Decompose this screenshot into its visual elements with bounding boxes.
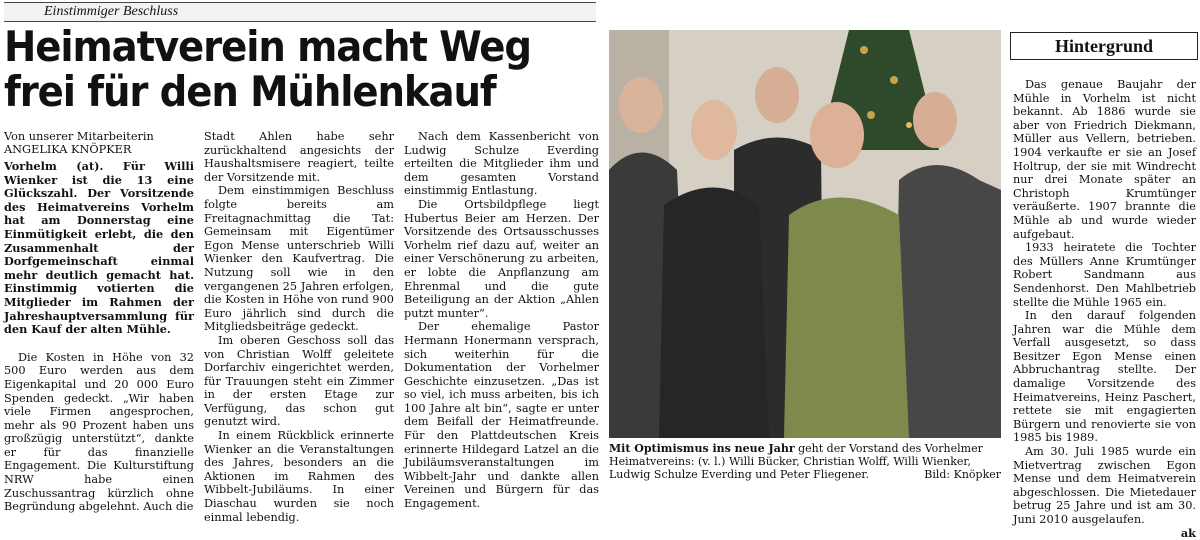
sidebar-title: Hintergrund: [1010, 32, 1198, 60]
kicker-text: Einstimmiger Beschluss: [44, 4, 179, 19]
paragraph: In den darauf folgenden Jahren war die Mühle dem Verfall ausgesetzt, so dass Besitzer Egon Mense einen Abbruchantrag stellte. Der damalige Vorsitzende des Heimatvereins, Heinz Paschert, rettete sie mit engagierten Bürgern und renovierte sie von 1985 bis 1989.: [1013, 309, 1196, 445]
caption-bold: Mit Optimismus ins neue Jahr: [609, 442, 795, 455]
paragraph: Dem einstimmigen Beschluss folgte bereits am Freitagnachmittag die Tat: Gemeinsam mit Eigentümer Egon Mense unterschrieb Willi Wienker den Kaufvertrag. Die Nutzung soll wie in den vergangenen 25 Jahren erfolgen, die Kosten in Höhe von rund 900 Euro jährlich sind durch die Mitgliedsbeiträge gedeckt.: [204, 184, 394, 334]
sidebar-text: [1013, 78, 1196, 540]
article-column-2: [204, 130, 394, 524]
photo-credit: Bild: Knöpker: [924, 468, 1001, 481]
photo-caption: [609, 442, 1001, 481]
paragraph: 1933 heiratete die Tochter des Müllers Anne Krumtünger Robert Sandmann aus Sendenhorst. Den Mahlbetrieb stellte die Mühle 1965 ein.: [1013, 241, 1196, 309]
paragraph: Die Ortsbildpflege liegt Hubertus Beier am Herzen. Der Vorsitzende des Ortsausschusses Vorhelm rief dazu auf, weiter an einer Verschönerung zu arbeiten, er lobte die Anpflanzung am Ehrenmal und die gute Beteiligung an der Aktion „Ahlen putzt munter“.: [404, 197, 599, 320]
lead-paragraph: Vorhelm (at). Für Willi Wienker ist die 13 eine Glückszahl. Der Vorsitzende des Heimatvereins Vorhelm hat am Donnerstag eine Einmütigkeit erlebt, die den Zusammenhalt der Dorfgemeinschaft einmal mehr deutlich gemacht hat. Einstimmig votierten die Mitglieder im Rahmen der Jahreshauptversammlung für den Kauf der alten Mühle.: [4, 159, 194, 337]
caption-text: geht der Vorstand des Vorhelmer Heimatvereins: (v. l.) Willi Bücker, Christian Wolff, Willi Wienker, Ludwig Schulze Everding und Peter Fliegener.: [609, 442, 983, 481]
paragraph: Die Kosten in Höhe von 32 500 Euro werden aus dem Eigenkapital und 20 000 Euro Spenden gedeckt. „Wir haben viele Firmen angesprochen, mehr als 90 Prozent haben uns großzügig unterstützt“, dankte er für das finanzielle Engagement. Die Kulturstiftung NRW habe einen Zuschussantrag kürzlich ohne Begründung abgelehnt. Auch die: [4, 350, 194, 514]
byline: [4, 130, 194, 156]
paragraph: Der ehemalige Pastor Hermann Honermann versprach, sich weiterhin für die Dokumentation der Vorhelmer Geschichte einzusetzen. „Das ist so viel, ich muss arbeiten, bis ich 100 Jahre alt bin“, sagte er unter dem Beifall der Heimatfreunde. Für den Plattdeutschen Kreis erinnerte Hildegard Latzel an die Jubiläumsveranstaltungen im Wibbelt-Jahr und dankte allen Vereinen und Bürgern für das Engagement.: [404, 320, 599, 511]
byline-author: ANGELIKA KNÖPKER: [4, 143, 132, 156]
headline: [4, 24, 556, 114]
paragraph: Stadt Ahlen habe sehr zurückhaltend angesichts der Haushaltsmisere reagiert, teilte der Vorsitzende mit.: [204, 130, 394, 184]
article-column-3: [404, 130, 599, 511]
author-signature: ak: [1180, 525, 1196, 540]
paragraph: In einem Rückblick erinnerte Wienker an die Veranstaltungen des Jahres, besonders an die Aktionen im Rahmen des Wibbelt-Jubiläums. In einer Diaschau wurden sie noch einmal lebendig.: [204, 429, 394, 524]
group-photo-illustration: [609, 30, 1001, 438]
paragraph: Das genaue Baujahr der Mühle in Vorhelm ist nicht bekannt. Ab 1886 wurde sie aber von Friedrich Diekmann, Müller aus Vellern, betrieben. 1904 verkaufte er sie an Josef Holtrup, der sie mit Windrecht nur drei Monate später an Christoph Krumtünger veräußerte. 1907 brannte die Mühle ab und wurde wieder aufgebaut.: [1013, 78, 1196, 241]
paragraph: Am 30. Juli 1985 wurde ein Mietvertrag zwischen Egon Mense und dem Heimatverein abgeschlossen. Die Mietedauer betrug 25 Jahre und ist am 30. Juni 2010 ausgelaufen.: [1013, 445, 1196, 526]
byline-intro: Von unserer Mitarbeiterin: [4, 130, 154, 143]
headline-line-2: frei für den Mühlenkauf: [4, 67, 496, 116]
kicker-bar: [4, 2, 596, 22]
headline-line-1: Heimatverein macht Weg: [4, 22, 531, 71]
group-photo: [609, 30, 1001, 438]
paragraph: Nach dem Kassenbericht von Ludwig Schulze Everding erteilten die Mitglieder ihm und dem gesamten Vorstand einstimmig Entlastung.: [404, 130, 599, 198]
paragraph: Im oberen Geschoss soll das von Christian Wolff geleitete Dorfarchiv eingerichtet werden, für Trauungen steht ein Zimmer in der ersten Etage zur Verfügung, das schon gut genutzt wird.: [204, 333, 394, 429]
